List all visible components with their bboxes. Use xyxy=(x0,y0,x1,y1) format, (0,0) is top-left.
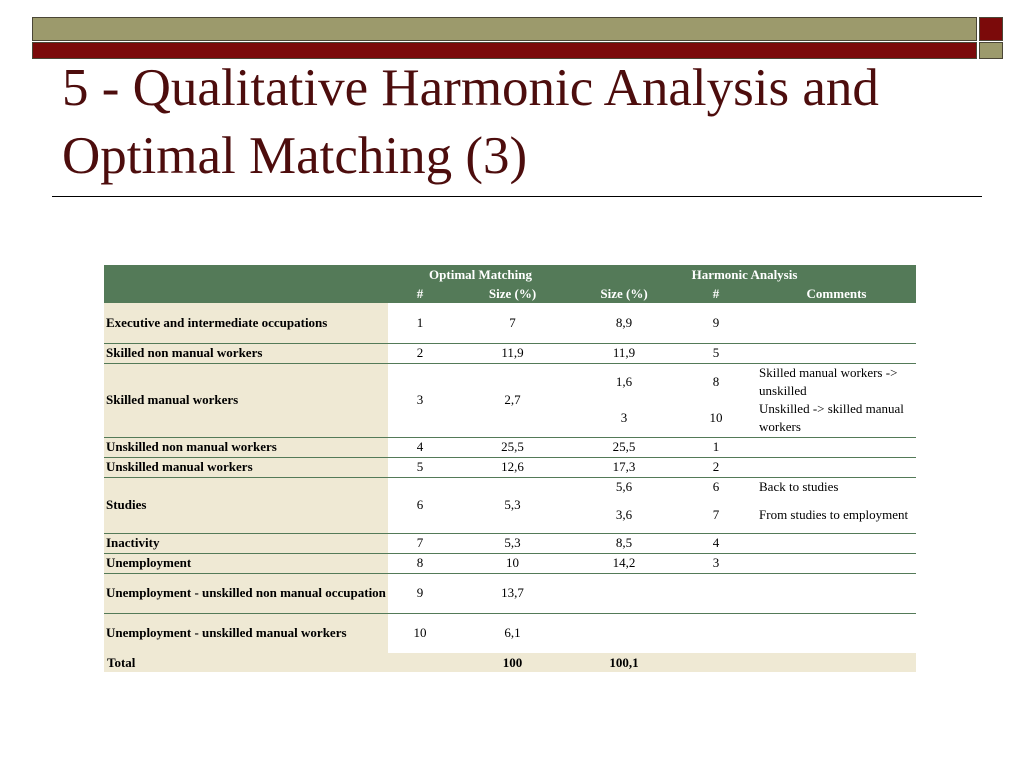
table-row xyxy=(104,457,916,477)
header-empty-2 xyxy=(104,284,388,303)
header-om-size: Size (%) xyxy=(452,284,573,303)
slide-title xyxy=(62,54,982,190)
header-empty xyxy=(104,265,388,284)
table-row xyxy=(104,533,916,553)
om-number: 8 xyxy=(388,553,452,573)
table-row xyxy=(104,303,916,343)
slide-title-line1: 5 - Qualitative Harmonic Analysis and xyxy=(62,59,879,117)
om-size: 5,3 xyxy=(452,477,573,533)
ha-number: 8 xyxy=(712,373,720,389)
om-size: 7 xyxy=(452,303,573,343)
ha-number: 6 xyxy=(712,479,720,495)
comment xyxy=(757,533,916,553)
ha-size: 3,6 xyxy=(573,497,675,533)
table-row xyxy=(104,573,916,613)
ha-size: 14,2 xyxy=(573,553,675,573)
row-label: Inactivity xyxy=(104,533,388,553)
header-band-olive xyxy=(32,17,977,41)
om-number: 2 xyxy=(388,343,452,363)
om-number: 7 xyxy=(388,533,452,553)
total-om-number xyxy=(388,653,452,672)
row-label: Unemployment xyxy=(104,553,388,573)
ha-number: 10 xyxy=(675,400,757,437)
comment: Unskilled -> skilled manual workers xyxy=(757,400,916,437)
ha-size: 3 xyxy=(573,400,675,437)
header-om-number: # xyxy=(388,284,452,303)
comment xyxy=(757,437,916,457)
comment: Skilled manual workers -> unskilled xyxy=(759,364,898,398)
ha-size xyxy=(573,573,675,613)
total-om-size: 100 xyxy=(452,653,573,672)
om-size: 6,1 xyxy=(504,625,521,641)
comment: Back to studies xyxy=(759,479,839,495)
comment xyxy=(757,553,916,573)
comment xyxy=(757,457,916,477)
ha-number xyxy=(675,613,757,653)
header-optimal-matching: Optimal Matching xyxy=(388,265,573,284)
om-size: 12,6 xyxy=(452,457,573,477)
ha-number: 3 xyxy=(675,553,757,573)
ha-size: 11,9 xyxy=(573,343,675,363)
comment xyxy=(757,613,916,653)
row-label: Unemployment - unskilled manual workers xyxy=(104,613,388,653)
total-comment xyxy=(757,653,916,672)
ha-number: 7 xyxy=(675,497,757,533)
om-number: 3 xyxy=(388,363,452,437)
row-label: Skilled non manual workers xyxy=(104,343,388,363)
comment: From studies to employment xyxy=(757,497,916,533)
row-label: Executive and intermediate occupations xyxy=(104,303,388,343)
om-number: 10 xyxy=(413,625,427,641)
comment xyxy=(757,343,916,363)
total-label: Total xyxy=(104,653,388,672)
om-size: 2,7 xyxy=(452,363,573,437)
ha-number: 5 xyxy=(675,343,757,363)
slide-title-line2: Optimal Matching (3) xyxy=(62,127,528,185)
row-label: Unemployment - unskilled non manual occupation xyxy=(104,573,388,613)
table-row xyxy=(104,363,916,400)
om-number: 1 xyxy=(388,303,452,343)
total-ha-size: 100,1 xyxy=(573,653,675,672)
table-row xyxy=(104,553,916,573)
table-row xyxy=(104,477,916,497)
total-ha-number xyxy=(675,653,757,672)
ha-size: 8,5 xyxy=(573,533,675,553)
om-number: 4 xyxy=(388,437,452,457)
ha-size: 1,6 xyxy=(615,373,633,389)
row-label: Skilled manual workers xyxy=(104,363,388,437)
header-harmonic-analysis: Harmonic Analysis xyxy=(573,265,916,284)
table-header-row-columns xyxy=(104,284,916,303)
title-divider xyxy=(52,196,982,197)
table-row xyxy=(104,613,916,653)
comment xyxy=(757,303,916,343)
header-ha-size: Size (%) xyxy=(573,284,675,303)
ha-number xyxy=(675,573,757,613)
row-label: Unskilled manual workers xyxy=(104,457,388,477)
header-ha-number: # xyxy=(675,284,757,303)
header-comments: Comments xyxy=(757,284,916,303)
ha-size: 17,3 xyxy=(573,457,675,477)
om-size: 10 xyxy=(452,553,573,573)
table-row xyxy=(104,437,916,457)
ha-size: 25,5 xyxy=(573,437,675,457)
om-size: 13,7 xyxy=(452,573,573,613)
ha-size xyxy=(573,613,675,653)
total-row xyxy=(104,653,916,672)
ha-size: 8,9 xyxy=(573,303,675,343)
ha-number: 2 xyxy=(675,457,757,477)
om-number: 9 xyxy=(388,573,452,613)
row-label: Studies xyxy=(104,477,388,533)
om-size: 25,5 xyxy=(452,437,573,457)
ha-number: 4 xyxy=(675,533,757,553)
row-label: Unskilled non manual workers xyxy=(104,437,388,457)
header-square-olive xyxy=(979,42,1003,59)
results-table xyxy=(104,265,916,672)
comment xyxy=(757,573,916,613)
header-square-red xyxy=(979,17,1003,41)
om-size: 11,9 xyxy=(452,343,573,363)
ha-number: 1 xyxy=(675,437,757,457)
table-header-row-groups xyxy=(104,265,916,284)
table-row xyxy=(104,343,916,363)
om-number: 5 xyxy=(388,457,452,477)
ha-number: 9 xyxy=(675,303,757,343)
om-size: 5,3 xyxy=(452,533,573,553)
ha-size: 5,6 xyxy=(615,479,633,495)
om-number: 6 xyxy=(388,477,452,533)
